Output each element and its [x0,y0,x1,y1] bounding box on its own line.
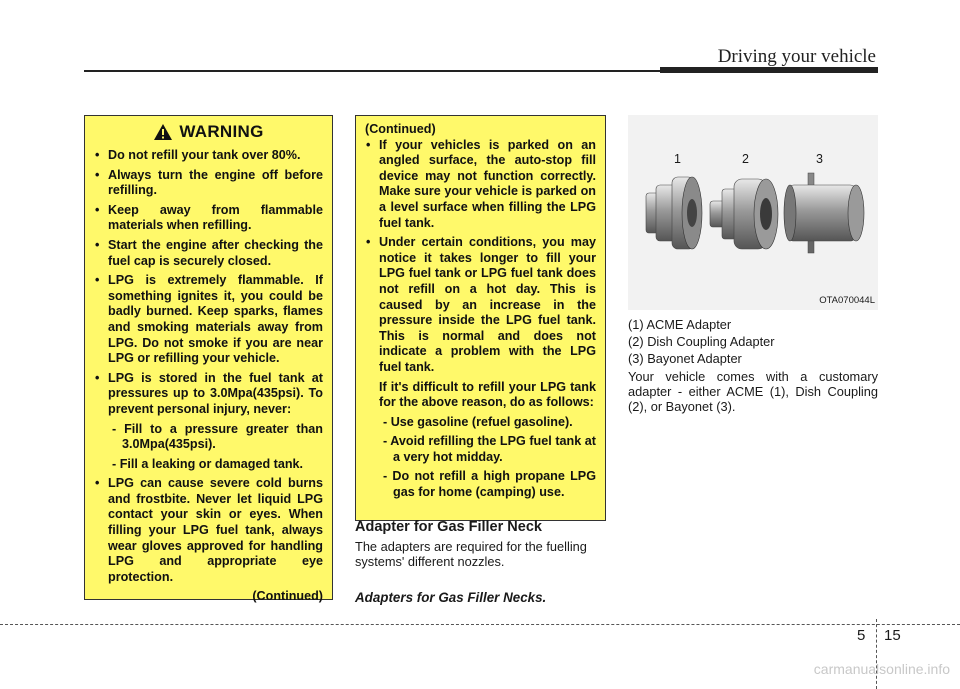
bayonet-adapter-icon [784,173,864,253]
warning-item: • Keep away from flammable materials when refilling. [94,203,323,234]
legend-item: (2) Dish Coupling Adapter [628,334,775,349]
legend-description: Your vehicle comes with a customary adapter - either ACME (1), Dish Coupling (2), or Bayonet (3). [628,369,878,414]
figure-number-2: 2 [742,152,749,166]
continued-item: • Under certain conditions, you may notice it takes longer to fill your LPG fuel tank or LPG fuel tank does not refill on a hot day. This is caused by an increase in the pressure inside the LPG fuel tank. This is normal and does not indicate a problem with the LPG fuel tank. [365,235,596,375]
continued-step: - Avoid refilling the LPG fuel tank at a very hot midday. [383,434,596,464]
acme-adapter-icon [646,177,702,249]
continued-list [365,138,596,376]
footer-separator [876,619,877,689]
warning-item: • LPG is extremely flammable. If something ignites it, you could be badly burned. Keep sparks, flames and smoking materials away from LPG. Do not smoke if you are near LPG or refilling your vehicle. [94,273,323,367]
warning-list [94,148,323,418]
adapter-figure [628,115,878,310]
warning-item: • LPG is stored in the fuel tank at pressures up to 3.0Mpa(435psi). To prevent personal injury, never: [94,371,323,418]
warning-sub-item: - Fill a leaking or damaged tank. [112,456,304,471]
continued-sub-block [365,380,596,501]
warning-continued-label: (Continued) [252,589,323,604]
continued-paragraph: If it's difficult to refill your LPG tank for the above reason, do as follows: [379,379,596,410]
section-body: The adapters are required for the fuelling systems' different nozzles. [355,539,587,569]
section-heading: Adapter for Gas Filler Neck [355,519,542,535]
warning-item: • Start the engine after checking the fuel cap is securely closed. [94,238,323,269]
continued-warning-box [355,115,606,521]
legend-item: (3) Bayonet Adapter [628,351,742,366]
figure-legend [628,316,878,414]
warning-item: • LPG can cause severe cold burns and frostbite. Never let liquid LPG contact your skin or eyes. When filling your LPG fuel tank, always wear gloves approved for handling LPG and appropriate eye protection. [94,476,323,585]
header-rule-accent [660,67,878,73]
figure-number-3: 3 [816,152,823,166]
legend-item: (1) ACME Adapter [628,317,732,332]
warning-heading [94,123,323,141]
warning-sub-list [94,422,323,473]
continued-item: • If your vehicles is parked on an angled surface, the auto-stop fill device may not function correctly. Make sure your vehicle is parked on a level surface when filling the LPG fuel tank. [365,138,596,232]
warning-triangle-icon [153,123,173,141]
warning-list-continued [94,476,323,585]
warning-box [84,115,333,604]
page-header-title: Driving your vehicle [717,46,876,67]
warning-item: • Always turn the engine off before refilling. [94,168,323,199]
warning-item: • Do not refill your tank over 80%. [94,148,323,164]
warning-title: WARNING [179,122,264,142]
continued-step: - Use gasoline (refuel gasoline). [383,414,573,429]
footer-rule [0,624,960,625]
chapter-number: 5 [857,627,866,644]
dish-coupling-adapter-icon [710,179,778,249]
page-number: 15 [884,627,901,644]
warning-sub-item: - Fill to a pressure greater than 3.0Mpa(435psi). [112,421,323,452]
figure-caption: Adapters for Gas Filler Necks. [355,590,547,605]
adapters-illustration [628,115,878,310]
figure-code: OTA070044L [819,295,875,306]
continued-heading: (Continued) [365,122,436,136]
watermark: carmanualsonline.info [813,661,950,677]
figure-number-1: 1 [674,152,681,166]
continued-step: - Do not refill a high propane LPG gas for home (camping) use. [383,469,596,500]
